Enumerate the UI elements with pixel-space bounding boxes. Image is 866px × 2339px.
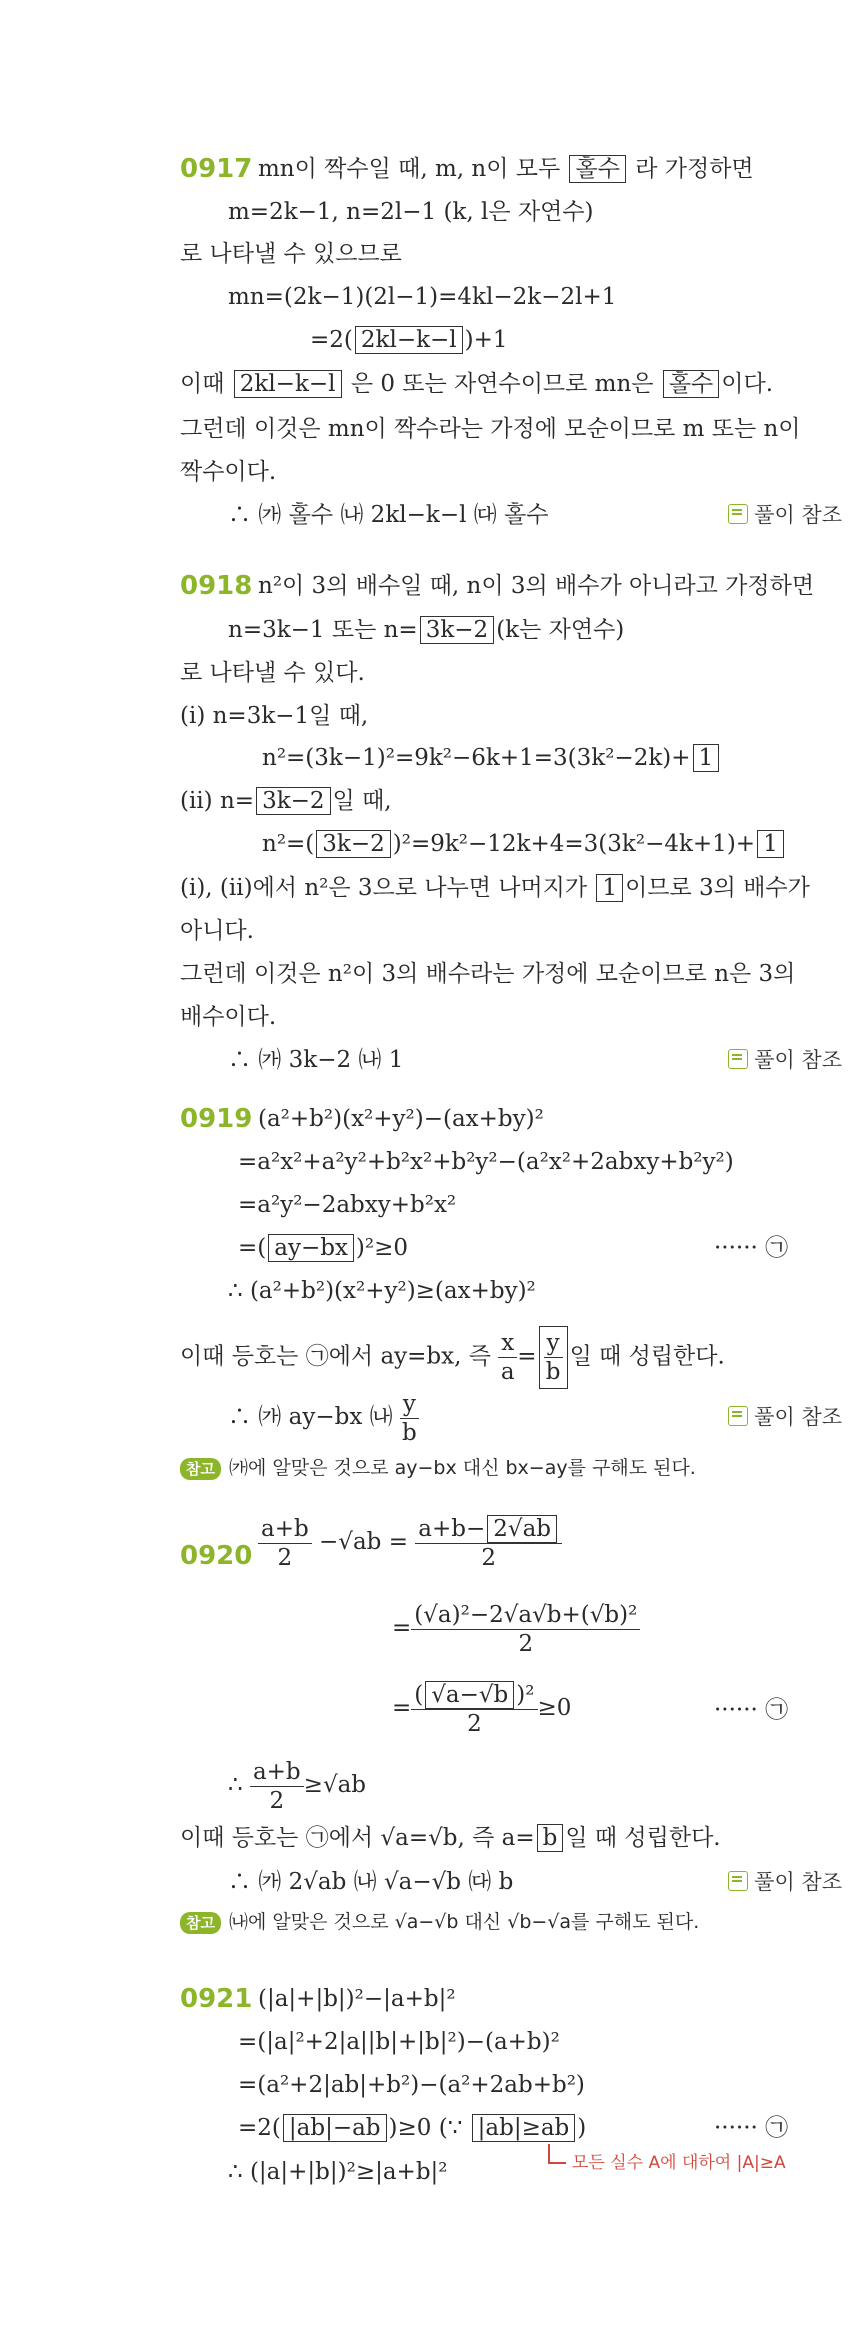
equation-line: (|a|+|b|)²−|a+b|² [258,1986,456,2012]
equation-line: (a²+b²)(x²+y²)−(ax+by)² [258,1106,544,1132]
answer-line: ∴ ㈎ 3k−2 ㈏ 1 [228,1047,404,1073]
note-line: 참고 ㈎에 알맞은 것으로 ay−bx 대신 bx−ay를 구해도 된다. [180,1454,696,1482]
annotation-pointer [548,2144,566,2164]
answer-box: b [537,1824,564,1852]
text-line: 이때 등호는 ㉠에서 √a=√b, 즉 a= b 일 때 성립한다. [180,1825,721,1851]
answer-box: 2kl−k−l [234,370,342,398]
text-line: (ⅰ) n=3k−1일 때, [180,703,369,729]
document-icon [728,504,748,524]
text-line: 배수이다. [180,1004,277,1030]
answer-box: 홀수 [663,370,719,398]
fraction: $\frac{y}{b}$ [400,1390,419,1447]
text-line: (ⅰ), (ⅱ)에서 n²은 3으로 나누면 나머지가 1 이므로 3의 배수가 [180,875,810,901]
equation-tag: ······ ㉠ [714,2115,789,2141]
equation-line: ∴ (|a|+|b|)²≥|a+b|² [228,2159,448,2185]
answer-box: |ab|≥ab [472,2114,576,2142]
problem-number: 0921 [180,1984,253,2014]
answer-box: 홀수 [569,155,625,183]
document-icon [728,1049,748,1069]
note-tag: 참고 [180,1458,221,1480]
answer-box: 2kl−k−l [355,326,463,354]
answer-box: $\frac{y}{b}$ [539,1326,568,1389]
answer-line: ∴ ㈎ 2√ab ㈏ √a−√b ㈐ b [228,1869,514,1895]
text-line: n²이 3의 배수일 때, n이 3의 배수가 아니라고 가정하면 [258,573,815,599]
see-solution: 풀이 참조 [728,1401,842,1433]
equation-line: =( ay−bx )²≥0 [238,1235,409,1261]
equation-line: =2( |ab|−ab )≥0 (∵ |ab|≥ab ) [238,2115,587,2141]
answer-box: |ab|−ab [283,2114,387,2142]
fraction: $\frac{\text{( √a−√b )²}}{2}$ [411,1681,537,1738]
equation-line: =a²x²+a²y²+b²x²+b²y²−(a²x²+2abxy+b²y²) [238,1149,734,1175]
problem-number: 0919 [180,1104,253,1134]
text-line: n=3k−1 또는 n= 3k−2 (k는 자연수) [228,617,625,643]
text-line: 이때 2kl−k−l 은 0 또는 자연수이므로 mn은 홀수 이다. [180,371,774,397]
see-solution: 풀이 참조 [728,1044,842,1076]
equation-tag: ······ ㉠ [714,1697,789,1723]
answer-box: 2√ab [487,1515,557,1543]
text-line: 이때 등호는 ㉠에서 ay=bx, 즉 $\frac{x}{a}$ = $\frac{y}{b}$ 일 때 성립한다. [180,1326,725,1389]
text-line: 로 나타낼 수 있으므로 [180,241,402,267]
answer-box: 1 [693,744,720,772]
fraction: $\frac{\text{(√a)²−2√a√b+(√b)²}}{2}$ [411,1601,640,1658]
text-line: 그런데 이것은 n²이 3의 배수라는 가정에 모순이므로 n은 3의 [180,961,796,987]
equation-line: n²=(3k−1)²=9k²−6k+1=3(3k²−2k)+ 1 [262,742,721,774]
equation-line: n²=( 3k−2 )²=9k²−12k+4=3(3k²−4k+1)+ 1 [262,828,786,860]
text-line: m=2k−1, n=2l−1 (k, l은 자연수) [228,199,594,225]
answer-box: ay−bx [268,1234,354,1262]
note-tag: 참고 [180,1912,221,1934]
equation-line: =2( 2kl−k−l )+1 [310,327,508,353]
text-line: (ⅱ) n= 3k−2 일 때, [180,788,392,814]
text-line: mn이 짝수일 때, m, n이 모두 홀수 라 가정하면 [258,156,754,182]
equation-line: =(|a|²+2|a||b|+|b|²)−(a+b)² [238,2029,560,2055]
equation-line: mn=(2k−1)(2l−1)=4kl−2k−2l+1 [228,284,617,310]
answer-line: ∴ ㈎ 홀수 ㈏ 2kl−k−l ㈐ 홀수 [228,502,549,528]
document-icon [728,1406,748,1426]
answer-box: √a−√b [425,1681,514,1709]
equation-line: ∴ (a²+b²)(x²+y²)≥(ax+by)² [228,1278,536,1304]
problem-number: 0920 [180,1541,253,1571]
fraction: $\frac{a+b}{2}$ [258,1515,312,1572]
answer-box: 3k−2 [316,830,390,858]
document-icon [728,1871,748,1891]
text-line: 로 나타낼 수 있다. [180,660,365,686]
equation-line: ∴ $\frac{a+b}{2}$ ≥√ab [228,1758,367,1814]
annotation-note: 모든 실수 A에 대하여 |A|≥A [572,2153,786,2173]
answer-box: 1 [757,830,784,858]
equation-line: =(a²+2|ab|+b²)−(a²+2ab+b²) [238,2072,585,2098]
fraction: $\frac{x}{a}$ [498,1329,517,1386]
equation-tag: ······ ㉠ [714,1235,789,1261]
fraction: $\frac{a+b- 2√ab}{2}$ [415,1515,562,1572]
text-line: 그런데 이것은 mn이 짝수라는 가정에 모순이므로 m 또는 n이 [180,416,801,442]
equation-line: $\frac{a+b}{2}$ −√ab = $\frac{a+b- 2√ab}{2}$ [258,1512,562,1572]
note-line: 참고 ㈏에 알맞은 것으로 √a−√b 대신 √b−√a를 구해도 된다. [180,1908,699,1936]
fraction: $\frac{a+b}{2}$ [250,1758,304,1815]
text-line: 아니다. [180,918,254,944]
see-solution: 풀이 참조 [728,499,842,531]
see-solution: 풀이 참조 [728,1866,842,1898]
answer-line: ∴ ㈎ ay−bx ㈏ $\frac{y}{b}$ [228,1388,419,1447]
equation-line: = $\frac{\text{( √a−√b )²}}{2}$ ≥0 [392,1681,572,1737]
answer-box: 3k−2 [256,787,330,815]
problem-number: 0917 [180,154,253,184]
equation-line: = $\frac{\text{(√a)²−2√a√b+(√b)²}}{2}$ [392,1598,640,1658]
problem-number: 0918 [180,571,253,601]
answer-box: 1 [596,874,623,902]
answer-box: 3k−2 [420,616,494,644]
equation-line: =a²y²−2abxy+b²x² [238,1192,457,1218]
text-line: 짝수이다. [180,459,277,485]
